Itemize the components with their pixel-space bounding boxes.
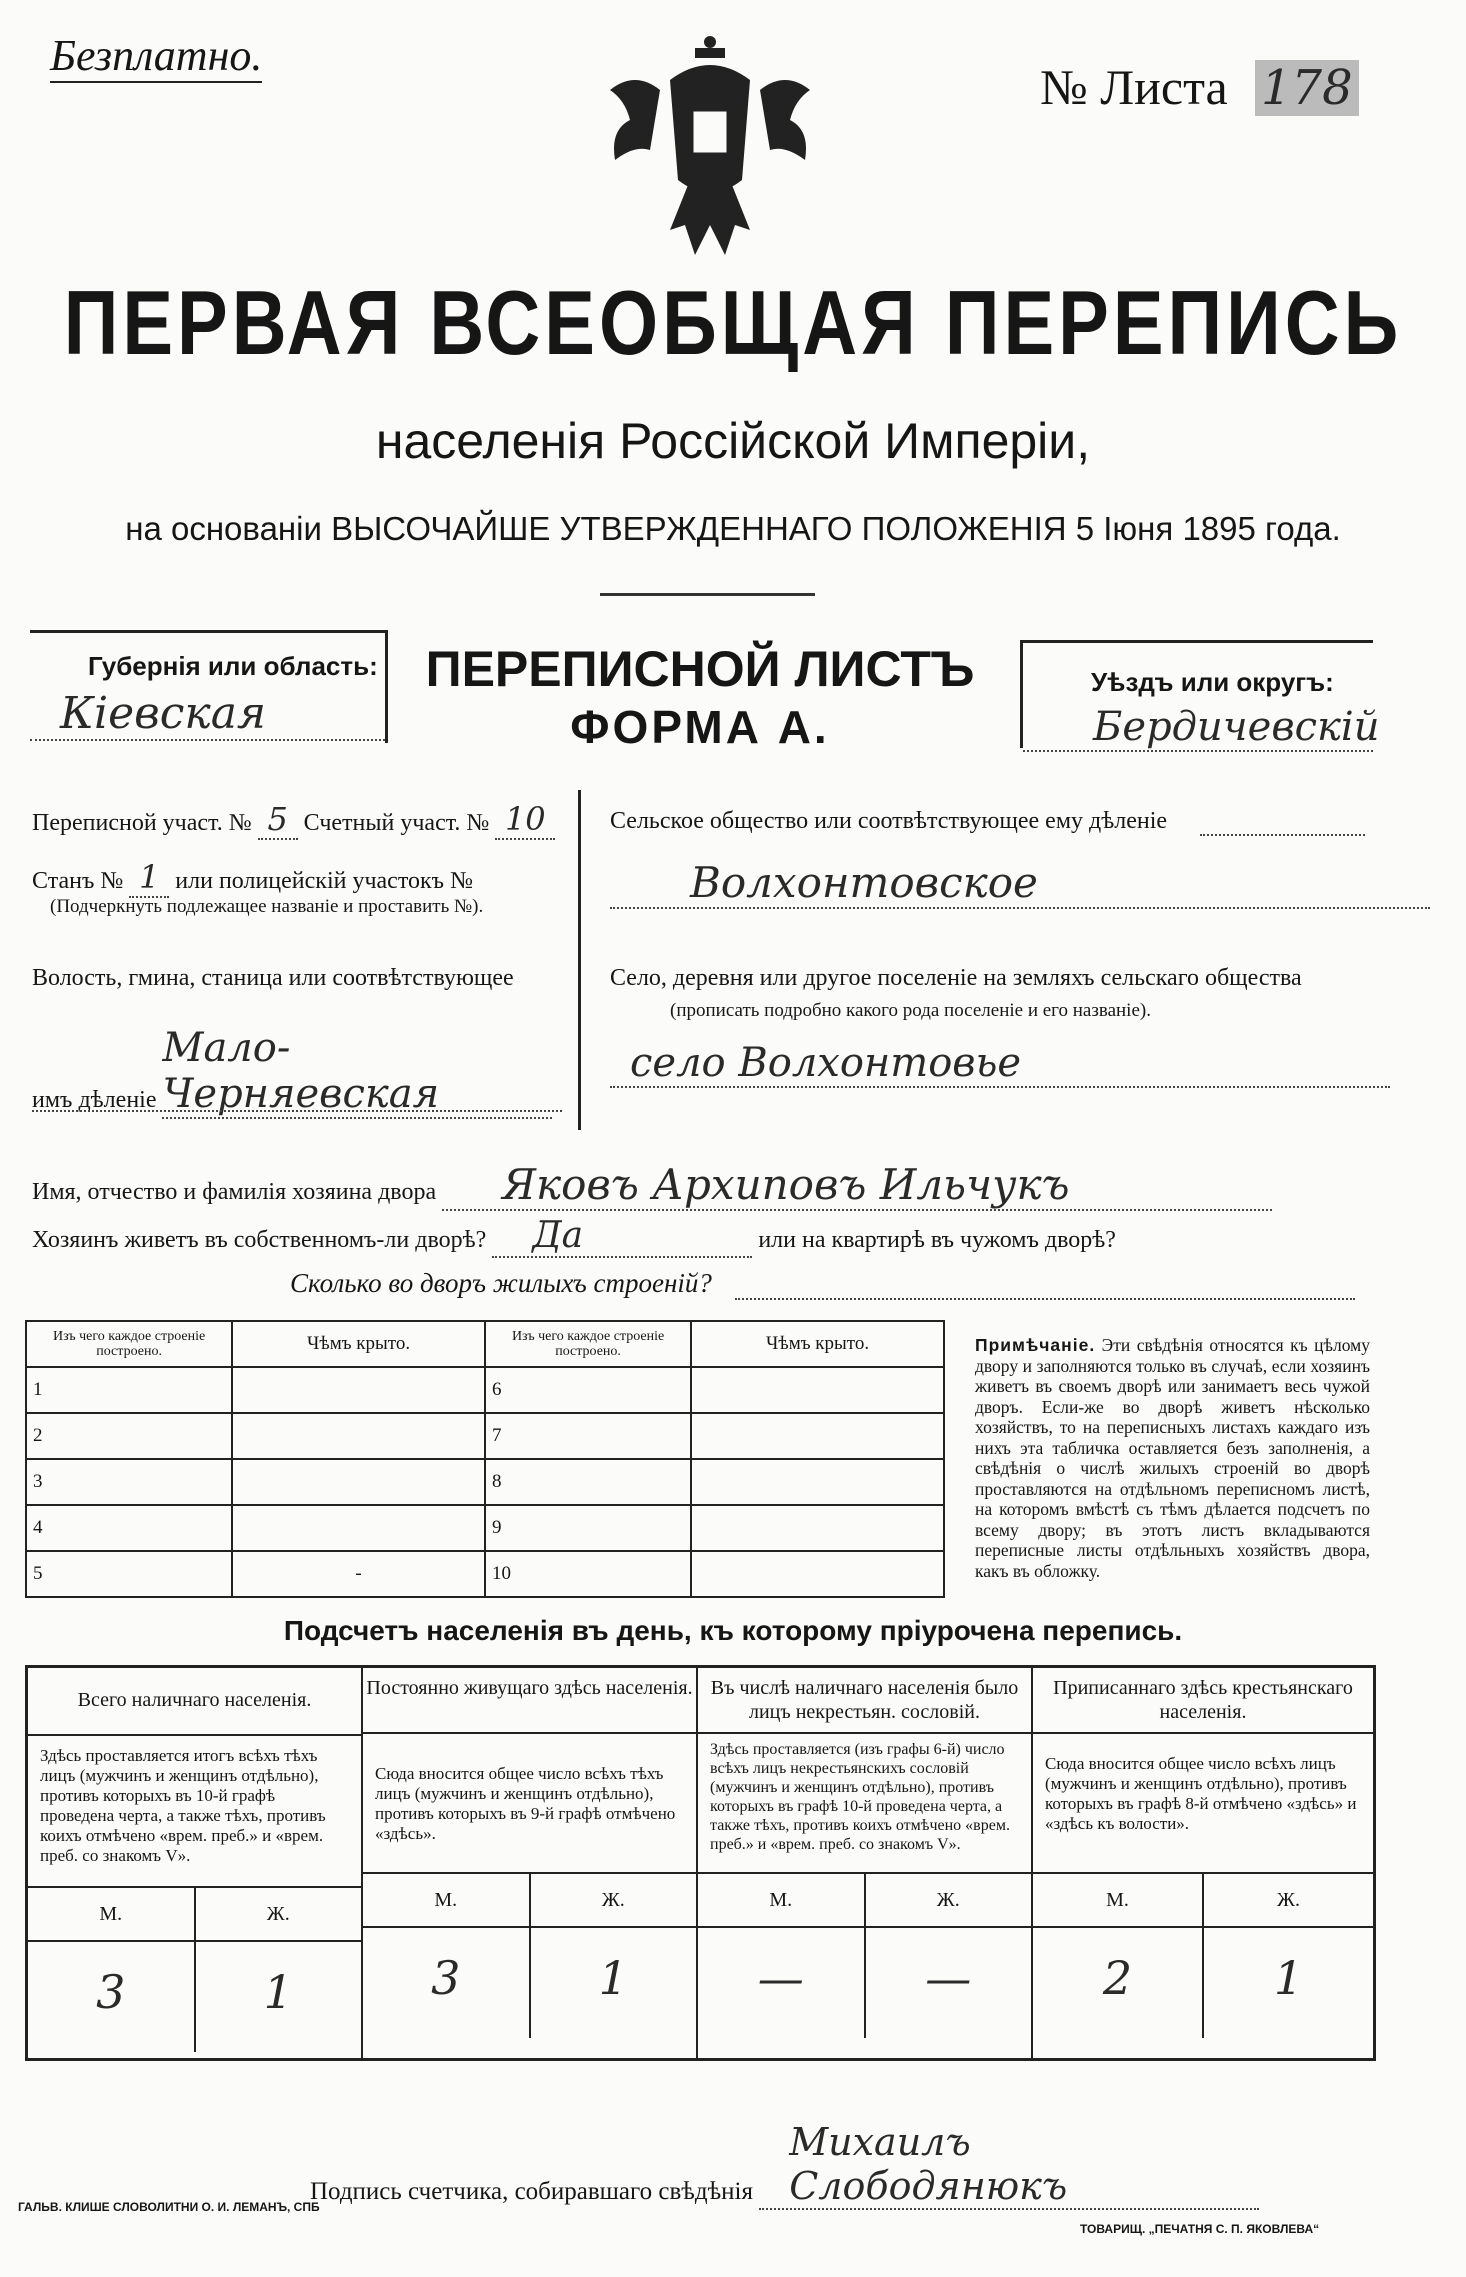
signature-label: Подпись счетчика, собиравшаго свѣдѣнія <box>310 2178 753 2205</box>
stan-row <box>32 858 572 898</box>
table-row <box>26 1367 944 1413</box>
note-text: Эти свѣдѣнія относятся къ цѣлому двору и заполняются только въ случаѣ, если хозяинъ живетъ въ своемъ дворѣ или занимаетъ весь чужой дворъ. Если-же во дворѣ живетъ нѣсколько хозяйствъ, то на переписныхъ листахъ каждаго изъ нихъ эта табличка оставляется безъ заполненія, а свѣдѣнія о числѣ жилыхъ строеній во дворѣ проставляются на отдѣльномъ переписномъ листѣ, на которомъ вмѣстѣ съ тѣмъ дѣлается подсчетъ по всему двору; въ этотъ листъ вкладываются переписные листы отдѣльныхъ хозяйствъ двора, какъ въ обложку. <box>975 1335 1370 1581</box>
form-type: ФОРМА А. <box>570 701 830 753</box>
double-headed-eagle-icon <box>600 30 820 270</box>
subtitle: населенія Россійской Имперіи, <box>375 413 1091 469</box>
buildings-table <box>25 1320 945 1598</box>
row-number: 9 <box>485 1505 691 1551</box>
female-label: Ж. <box>1277 1889 1300 1911</box>
society-label: Сельское общество или соотвѣтствующее ему дѣленіе <box>610 808 1168 834</box>
volost-label-2: имъ дѣленіе <box>32 1087 157 1113</box>
female-label: Ж. <box>266 1903 290 1925</box>
roof-cell <box>232 1459 485 1505</box>
count-title: Подсчетъ населенія въ день, къ которому пріурочена перепись. <box>283 1615 1183 1646</box>
own-yard-row <box>32 1215 1372 1258</box>
material-header: Изъ чего каждое строеніе построено. <box>26 1321 232 1367</box>
count-header: Постоянно живущаго здѣсь населенія. <box>363 1668 696 1734</box>
census-plot-value: 5 <box>258 800 298 840</box>
own-yard-value: Да <box>492 1215 752 1258</box>
roof-cell <box>232 1413 485 1459</box>
volost-value: Мало-Черняевская <box>162 1025 552 1119</box>
uezd-value: Бердичевскій <box>1023 704 1373 752</box>
roof-cell <box>691 1551 944 1597</box>
count-values <box>28 1942 361 2052</box>
village-note: (прописать подробно какого рода поселеніе и его названіе). <box>670 1000 1151 1021</box>
row-number: 7 <box>485 1413 691 1459</box>
free-stamp: Безплатно. <box>50 30 262 83</box>
row-number: 6 <box>485 1367 691 1413</box>
count-values <box>363 1928 696 2038</box>
sheet-number-label: № Листа <box>1040 59 1228 115</box>
roof-cell <box>232 1505 485 1551</box>
female-value: 1 <box>598 1951 628 2005</box>
table-row <box>26 1551 944 1597</box>
own-yard-label: Хозяинъ живетъ въ собственномъ-ли дворѣ? <box>32 1227 487 1253</box>
volost-row <box>32 1025 562 1119</box>
village-value: село Волхонтовье <box>610 1040 1390 1088</box>
female-label: Ж. <box>601 1889 625 1911</box>
roof-cell: - <box>232 1551 485 1597</box>
buildings-line <box>735 1298 1355 1300</box>
female-value: 1 <box>1273 1951 1304 2005</box>
male-label: М. <box>363 1874 531 1926</box>
male-label: М. <box>28 1888 196 1940</box>
count-plot-label: Счетный участ. № <box>303 810 490 836</box>
male-label: М. <box>1033 1874 1204 1926</box>
roof-cell <box>691 1459 944 1505</box>
female-value: 1 <box>263 1965 293 2019</box>
male-value: 3 <box>28 1942 196 2052</box>
roof-header-2: Чѣмъ крыто. <box>691 1321 944 1367</box>
volost-extra-line <box>32 1110 562 1112</box>
society-label-line <box>1200 834 1365 836</box>
count-mf-labels <box>363 1874 696 1928</box>
volost-label: Волость, гмина, станица или соотвѣтствующее <box>32 965 514 991</box>
stan-label: Станъ № <box>32 868 124 894</box>
count-column-3 <box>698 1668 1033 2058</box>
stan-tail: или полицейскій участокъ № <box>175 868 473 894</box>
owner-value: Яковъ Архиповъ Ильчукъ <box>442 1160 1272 1211</box>
roof-cell <box>691 1505 944 1551</box>
row-number: 5 <box>26 1551 232 1597</box>
stan-value: 1 <box>129 858 169 898</box>
table-row <box>26 1459 944 1505</box>
count-column-1 <box>28 1668 363 2058</box>
buildings-question: Сколько во дворъ жилыхъ строеній? <box>290 1268 712 1298</box>
count-header: Приписаннаго здѣсь крестьянскаго населенія. <box>1033 1668 1373 1734</box>
main-title: ПЕРВАЯ ВСЕОБЩАЯ ПЕРЕПИСЬ <box>63 272 1403 375</box>
female-value: — <box>925 1951 972 2005</box>
gubernia-value: Кіевская <box>30 688 385 741</box>
stan-note: (Подчеркнуть подлежащее названіе и проставить №). <box>50 896 484 917</box>
count-values <box>1033 1928 1373 2038</box>
count-plot-value: 10 <box>495 800 555 840</box>
male-label: М. <box>698 1874 866 1926</box>
census-plot-label: Переписной участ. № <box>32 810 252 836</box>
census-plot-row <box>32 800 572 840</box>
male-value: — <box>698 1928 866 2038</box>
roof-cell <box>691 1413 944 1459</box>
count-description: Сюда вносится общее число всѣхъ тѣхъ лицъ (мужчинъ и женщинъ отдѣльно), противъ которыхъ въ 9-й графѣ отмѣчено «здѣсь». <box>363 1734 696 1874</box>
count-mf-labels <box>28 1888 361 1942</box>
count-header: Всего наличнаго населенія. <box>28 1668 361 1736</box>
row-number: 10 <box>485 1551 691 1597</box>
printer-right: ТОВАРИЩ. „ПЕЧАТНЯ С. П. ЯКОВЛЕВА“ <box>1080 2222 1320 2236</box>
rent-yard-label: или на квартирѣ въ чужомъ дворѣ? <box>758 1227 1116 1253</box>
signature-value: Михаилъ Слободянюкъ <box>759 2120 1259 2210</box>
ornament-divider <box>600 593 815 596</box>
row-number: 3 <box>26 1459 232 1505</box>
male-value: 3 <box>363 1928 531 2038</box>
row-number: 8 <box>485 1459 691 1505</box>
count-mf-labels <box>1033 1874 1373 1928</box>
sheet-number-value: 178 <box>1255 60 1359 116</box>
table-row <box>26 1505 944 1551</box>
roof-cell <box>232 1367 485 1413</box>
owner-label: Имя, отчество и фамилія хозяина двора <box>32 1179 437 1205</box>
material-header-2: Изъ чего каждое строеніе построено. <box>485 1321 691 1367</box>
form-name: ПЕРЕПИСНОЙ ЛИСТЪ <box>425 641 975 697</box>
column-divider <box>578 790 581 1130</box>
male-value: 2 <box>1033 1928 1204 2038</box>
uezd-label: Уѣздъ или округъ: <box>1091 667 1334 697</box>
row-number: 1 <box>26 1367 232 1413</box>
count-values <box>698 1928 1031 2038</box>
roof-header: Чѣмъ крыто. <box>232 1321 485 1367</box>
female-label: Ж. <box>936 1889 960 1911</box>
count-column-2 <box>363 1668 698 2058</box>
buildings-header <box>26 1321 944 1367</box>
count-mf-labels <box>698 1874 1031 1928</box>
note <box>975 1335 1370 1581</box>
signature-row <box>310 2120 1270 2210</box>
gubernia-label: Губернія или область: <box>88 651 378 681</box>
table-row <box>26 1413 944 1459</box>
count-description: Здѣсь проставляется (изъ графы 6-й) число всѣхъ лицъ некрестьянскихъ сословій (мужчинъ и женщинъ отдѣльно), противъ которыхъ въ графѣ 10-й проведена черта, а также тѣхъ, противъ коихъ отмѣчено «врем. преб.» и «врем. преб. со знакомъ V». <box>698 1734 1031 1874</box>
roof-cell <box>691 1367 944 1413</box>
count-description: Сюда вносится общее число всѣхъ лицъ (мужчинъ и женщинъ отдѣльно), противъ которыхъ въ графѣ 8-й отмѣчено «здѣсь» и «здѣсь къ волости». <box>1033 1734 1373 1874</box>
printer-left: ГАЛЬВ. КЛИШЕ СЛОВОЛИТНИ О. И. ЛЕМАНЪ, СПБ <box>18 2200 320 2214</box>
legal-basis: на основаніи ВЫСОЧАЙШЕ УТВЕРЖДЕННАГО ПОЛОЖЕНІЯ 5 Іюня 1895 года. <box>125 510 1341 547</box>
note-head: Примѣчаніе. <box>975 1335 1096 1355</box>
count-table <box>25 1665 1376 2061</box>
owner-row <box>32 1160 1372 1211</box>
uezd-box <box>1020 640 1380 750</box>
village-label: Село, деревня или другое поселеніе на земляхъ сельскаго общества <box>610 965 1302 991</box>
row-number: 2 <box>26 1413 232 1459</box>
count-column-4 <box>1033 1668 1373 2058</box>
count-description: Здѣсь проставляется итогъ всѣхъ тѣхъ лицъ (мужчинъ и женщинъ отдѣльно), противъ которыхъ въ 10-й графѣ проведена черта, а также тѣхъ, противъ коихъ отмѣчено «врем. преб.» и «врем. преб. со знакомъ V». <box>28 1736 361 1888</box>
society-value: Волхонтовское <box>610 858 1430 909</box>
row-number: 4 <box>26 1505 232 1551</box>
count-header: Въ числѣ наличнаго населенія было лицъ некрестьян. сословій. <box>698 1668 1031 1734</box>
gubernia-box <box>30 630 388 743</box>
